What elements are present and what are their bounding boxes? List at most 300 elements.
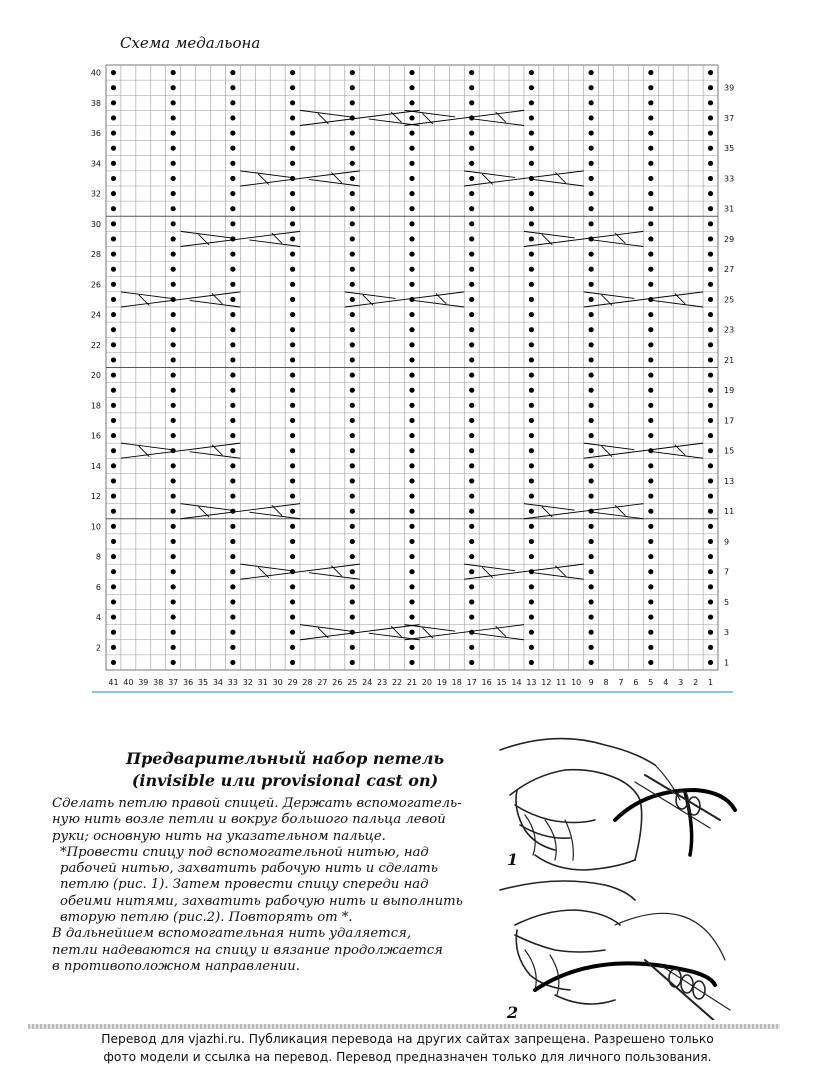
purl-dot bbox=[648, 630, 653, 635]
purl-dot bbox=[350, 312, 355, 317]
footer-divider bbox=[28, 1024, 780, 1029]
purl-dot bbox=[469, 327, 474, 332]
purl-dot bbox=[708, 645, 713, 650]
purl-dot bbox=[350, 146, 355, 151]
instruction-paragraph: *Провести спицу под вспомогательной нитью, над рабочей нитью, захватить рабочую нить и сделать петлю (рис. 1). Затем провести спицу спереди над обеими нитями, захватить рабочую нить и выполнить вторую петлю (рис.2). Повторять от *. bbox=[60, 844, 463, 926]
purl-dot bbox=[589, 327, 594, 332]
purl-dot bbox=[171, 524, 176, 529]
purl-dot bbox=[409, 327, 414, 332]
purl-dot bbox=[708, 569, 713, 574]
purl-dot bbox=[648, 418, 653, 423]
purl-dot bbox=[589, 191, 594, 196]
purl-dot bbox=[171, 509, 176, 514]
column-label: 16 bbox=[481, 678, 492, 687]
purl-dot bbox=[529, 388, 534, 393]
purl-dot bbox=[290, 614, 295, 619]
footer bbox=[0, 1030, 815, 1066]
footer-line-1: Перевод для vjazhi.ru. Публикация перевода на других сайтах запрещена. Разрешено только bbox=[101, 1032, 714, 1046]
purl-dot bbox=[589, 372, 594, 377]
purl-dot bbox=[648, 433, 653, 438]
purl-dot bbox=[529, 342, 534, 347]
purl-dot bbox=[529, 161, 534, 166]
purl-dot bbox=[469, 569, 474, 574]
purl-dot bbox=[409, 85, 414, 90]
purl-dot bbox=[171, 554, 176, 559]
purl-dot bbox=[648, 539, 653, 544]
purl-dot bbox=[589, 630, 594, 635]
purl-dot bbox=[409, 251, 414, 256]
purl-dot bbox=[469, 297, 474, 302]
purl-dot bbox=[469, 130, 474, 135]
purl-dot bbox=[230, 70, 235, 75]
purl-dot bbox=[230, 614, 235, 619]
row-label-left: 32 bbox=[90, 189, 101, 199]
purl-dot bbox=[111, 539, 116, 544]
purl-dot bbox=[708, 297, 713, 302]
purl-dot bbox=[111, 524, 116, 529]
purl-dot bbox=[171, 372, 176, 377]
column-label: 6 bbox=[633, 678, 639, 687]
purl-dot bbox=[529, 539, 534, 544]
purl-dot bbox=[589, 569, 594, 574]
column-label: 7 bbox=[618, 678, 624, 687]
purl-dot bbox=[589, 206, 594, 211]
purl-dot bbox=[230, 267, 235, 272]
row-label-right: 9 bbox=[724, 537, 730, 547]
purl-dot bbox=[648, 251, 653, 256]
purl-dot bbox=[409, 115, 414, 120]
purl-dot bbox=[230, 130, 235, 135]
purl-dot bbox=[469, 539, 474, 544]
purl-dot bbox=[589, 493, 594, 498]
purl-dot bbox=[529, 509, 534, 514]
purl-dot bbox=[589, 176, 594, 181]
purl-dot bbox=[409, 660, 414, 665]
purl-dot bbox=[469, 146, 474, 151]
purl-dot bbox=[350, 206, 355, 211]
purl-dot bbox=[290, 569, 295, 574]
purl-dot bbox=[409, 645, 414, 650]
purl-dot bbox=[409, 146, 414, 151]
purl-dot bbox=[529, 312, 534, 317]
purl-dot bbox=[290, 236, 295, 241]
row-label-right: 25 bbox=[724, 295, 735, 305]
column-label: 35 bbox=[197, 678, 209, 687]
purl-dot bbox=[171, 115, 176, 120]
purl-dot bbox=[230, 524, 235, 529]
purl-dot bbox=[708, 206, 713, 211]
purl-dot bbox=[111, 85, 116, 90]
purl-dot bbox=[230, 493, 235, 498]
purl-dot bbox=[171, 161, 176, 166]
purl-dot bbox=[111, 312, 116, 317]
purl-dot bbox=[648, 297, 653, 302]
column-label: 34 bbox=[212, 678, 224, 687]
purl-dot bbox=[230, 191, 235, 196]
purl-dot bbox=[529, 85, 534, 90]
purl-dot bbox=[171, 614, 176, 619]
purl-dot bbox=[589, 539, 594, 544]
purl-dot bbox=[409, 614, 414, 619]
purl-dot bbox=[350, 357, 355, 362]
purl-dot bbox=[708, 524, 713, 529]
column-label: 29 bbox=[287, 678, 298, 687]
purl-dot bbox=[409, 524, 414, 529]
purl-dot bbox=[409, 448, 414, 453]
instructions bbox=[52, 796, 497, 975]
row-label-left: 24 bbox=[90, 310, 101, 320]
hand-illustration-2 bbox=[500, 881, 730, 1020]
row-label-right: 7 bbox=[724, 567, 730, 577]
purl-dot bbox=[111, 236, 116, 241]
purl-dot bbox=[648, 493, 653, 498]
purl-dot bbox=[648, 327, 653, 332]
purl-dot bbox=[708, 433, 713, 438]
purl-dot bbox=[708, 463, 713, 468]
purl-dot bbox=[350, 236, 355, 241]
purl-dot bbox=[589, 645, 594, 650]
instruction-paragraph: Сделать петлю правой спицей. Держать вспомогатель- ную нить возле петли и вокруг большого пальца левой руки; основную нить на указательном пальце. bbox=[52, 796, 462, 844]
row-label-right: 33 bbox=[724, 174, 735, 184]
column-label: 28 bbox=[302, 678, 313, 687]
row-label-right: 19 bbox=[724, 386, 735, 396]
purl-dot bbox=[350, 388, 355, 393]
purl-dot bbox=[409, 584, 414, 589]
purl-dot bbox=[529, 524, 534, 529]
purl-dot bbox=[648, 146, 653, 151]
purl-dot bbox=[171, 403, 176, 408]
column-label: 31 bbox=[257, 678, 268, 687]
purl-dot bbox=[171, 630, 176, 635]
column-label: 19 bbox=[436, 678, 447, 687]
purl-dot bbox=[350, 584, 355, 589]
purl-dot bbox=[529, 357, 534, 362]
purl-dot bbox=[708, 312, 713, 317]
purl-dot bbox=[469, 100, 474, 105]
row-label-right: 13 bbox=[724, 476, 735, 486]
purl-dot bbox=[230, 206, 235, 211]
purl-dot bbox=[589, 342, 594, 347]
purl-dot bbox=[469, 463, 474, 468]
purl-dot bbox=[171, 221, 176, 226]
purl-dot bbox=[290, 297, 295, 302]
purl-dot bbox=[230, 388, 235, 393]
purl-dot bbox=[290, 130, 295, 135]
column-label: 41 bbox=[108, 678, 119, 687]
purl-dot bbox=[409, 509, 414, 514]
chart-title: Схема медальона bbox=[120, 34, 261, 52]
purl-dot bbox=[111, 418, 116, 423]
purl-dot bbox=[708, 146, 713, 151]
purl-dot bbox=[708, 342, 713, 347]
purl-dot bbox=[290, 267, 295, 272]
row-label-left: 2 bbox=[95, 643, 101, 653]
purl-dot bbox=[469, 236, 474, 241]
purl-dot bbox=[708, 115, 713, 120]
purl-dot bbox=[469, 645, 474, 650]
purl-dot bbox=[111, 161, 116, 166]
purl-dot bbox=[409, 176, 414, 181]
purl-dot bbox=[230, 236, 235, 241]
purl-dot bbox=[409, 282, 414, 287]
purl-dot bbox=[708, 130, 713, 135]
purl-dot bbox=[589, 388, 594, 393]
row-label-left: 8 bbox=[95, 552, 101, 562]
purl-dot bbox=[171, 539, 176, 544]
purl-dot bbox=[230, 115, 235, 120]
purl-dot bbox=[469, 630, 474, 635]
purl-dot bbox=[648, 342, 653, 347]
purl-dot bbox=[529, 251, 534, 256]
purl-dot bbox=[589, 584, 594, 589]
column-label: 8 bbox=[603, 678, 609, 687]
purl-dot bbox=[648, 115, 653, 120]
column-label: 39 bbox=[138, 678, 149, 687]
purl-dot bbox=[529, 327, 534, 332]
purl-dot bbox=[589, 463, 594, 468]
purl-dot bbox=[350, 478, 355, 483]
purl-dot bbox=[111, 554, 116, 559]
column-label: 33 bbox=[227, 678, 238, 687]
purl-dot bbox=[648, 448, 653, 453]
purl-dot bbox=[111, 463, 116, 468]
purl-dot bbox=[648, 161, 653, 166]
purl-dot bbox=[171, 100, 176, 105]
purl-dot bbox=[648, 660, 653, 665]
column-label: 20 bbox=[421, 678, 433, 687]
purl-dot bbox=[230, 569, 235, 574]
purl-dot bbox=[350, 267, 355, 272]
purl-dot bbox=[409, 478, 414, 483]
purl-dot bbox=[529, 282, 534, 287]
purl-dot bbox=[469, 403, 474, 408]
purl-dot bbox=[171, 645, 176, 650]
purl-dot bbox=[230, 509, 235, 514]
purl-dot bbox=[529, 146, 534, 151]
purl-dot bbox=[589, 554, 594, 559]
purl-dot bbox=[290, 433, 295, 438]
purl-dot bbox=[648, 176, 653, 181]
purl-dot bbox=[111, 191, 116, 196]
column-label: 22 bbox=[391, 678, 403, 687]
purl-dot bbox=[111, 206, 116, 211]
purl-dot bbox=[708, 70, 713, 75]
purl-dot bbox=[290, 584, 295, 589]
purl-dot bbox=[290, 115, 295, 120]
purl-dot bbox=[230, 403, 235, 408]
purl-dot bbox=[589, 161, 594, 166]
purl-dot bbox=[350, 448, 355, 453]
purl-dot bbox=[469, 614, 474, 619]
purl-dot bbox=[230, 645, 235, 650]
row-label-right: 23 bbox=[724, 325, 735, 335]
purl-dot bbox=[648, 372, 653, 377]
purl-dot bbox=[589, 221, 594, 226]
purl-dot bbox=[469, 342, 474, 347]
purl-dot bbox=[529, 463, 534, 468]
purl-dot bbox=[111, 388, 116, 393]
purl-dot bbox=[350, 660, 355, 665]
column-label: 36 bbox=[183, 678, 194, 687]
purl-dot bbox=[290, 599, 295, 604]
purl-dot bbox=[409, 100, 414, 105]
purl-dot bbox=[469, 418, 474, 423]
purl-dot bbox=[469, 161, 474, 166]
purl-dot bbox=[529, 599, 534, 604]
purl-dot bbox=[230, 312, 235, 317]
purl-dot bbox=[290, 100, 295, 105]
purl-dot bbox=[111, 70, 116, 75]
column-label: 9 bbox=[588, 678, 594, 687]
purl-dot bbox=[469, 509, 474, 514]
row-label-left: 28 bbox=[90, 250, 101, 260]
purl-dot bbox=[409, 206, 414, 211]
purl-dot bbox=[171, 176, 176, 181]
purl-dot bbox=[230, 85, 235, 90]
purl-dot bbox=[708, 599, 713, 604]
purl-dot bbox=[409, 342, 414, 347]
purl-dot bbox=[350, 433, 355, 438]
purl-dot bbox=[230, 357, 235, 362]
purl-dot bbox=[171, 433, 176, 438]
purl-dot bbox=[469, 267, 474, 272]
purl-dot bbox=[350, 85, 355, 90]
purl-dot bbox=[409, 554, 414, 559]
purl-dot bbox=[529, 584, 534, 589]
purl-dot bbox=[350, 539, 355, 544]
purl-dot bbox=[290, 463, 295, 468]
purl-dot bbox=[589, 236, 594, 241]
purl-dot bbox=[648, 645, 653, 650]
purl-dot bbox=[350, 297, 355, 302]
purl-dot bbox=[111, 448, 116, 453]
purl-dot bbox=[230, 539, 235, 544]
purl-dot bbox=[409, 267, 414, 272]
purl-dot bbox=[171, 85, 176, 90]
purl-dot bbox=[290, 312, 295, 317]
row-label-left: 34 bbox=[90, 159, 101, 169]
column-label: 30 bbox=[272, 678, 283, 687]
purl-dot bbox=[469, 70, 474, 75]
purl-dot bbox=[290, 418, 295, 423]
purl-dot bbox=[230, 251, 235, 256]
column-label: 14 bbox=[511, 678, 522, 687]
purl-dot bbox=[529, 70, 534, 75]
purl-dot bbox=[529, 493, 534, 498]
section-title-line-2: (invisible или provisional cast on) bbox=[131, 771, 439, 790]
purl-dot bbox=[111, 146, 116, 151]
purl-dot bbox=[290, 191, 295, 196]
purl-dot bbox=[409, 493, 414, 498]
purl-dot bbox=[529, 478, 534, 483]
purl-dot bbox=[111, 100, 116, 105]
purl-dot bbox=[589, 524, 594, 529]
purl-dot bbox=[708, 614, 713, 619]
purl-dot bbox=[529, 433, 534, 438]
purl-dot bbox=[171, 70, 176, 75]
purl-dot bbox=[469, 251, 474, 256]
purl-dot bbox=[111, 433, 116, 438]
purl-dot bbox=[409, 388, 414, 393]
purl-dot bbox=[171, 463, 176, 468]
purl-dot bbox=[589, 251, 594, 256]
purl-dot bbox=[409, 70, 414, 75]
column-label: 26 bbox=[332, 678, 343, 687]
purl-dot bbox=[409, 221, 414, 226]
purl-dot bbox=[111, 282, 116, 287]
purl-dot bbox=[589, 433, 594, 438]
purl-dot bbox=[648, 206, 653, 211]
purl-dot bbox=[708, 539, 713, 544]
purl-dot bbox=[708, 267, 713, 272]
purl-dot bbox=[230, 660, 235, 665]
purl-dot bbox=[171, 660, 176, 665]
row-label-left: 26 bbox=[90, 280, 101, 290]
purl-dot bbox=[708, 418, 713, 423]
purl-dot bbox=[350, 630, 355, 635]
column-label: 10 bbox=[571, 678, 582, 687]
purl-dot bbox=[350, 493, 355, 498]
row-label-left: 18 bbox=[90, 401, 101, 411]
purl-dot bbox=[350, 161, 355, 166]
purl-dot bbox=[708, 660, 713, 665]
purl-dot bbox=[290, 70, 295, 75]
purl-dot bbox=[708, 161, 713, 166]
purl-dot bbox=[111, 221, 116, 226]
purl-dot bbox=[469, 388, 474, 393]
purl-dot bbox=[469, 599, 474, 604]
purl-dot bbox=[350, 251, 355, 256]
purl-dot bbox=[111, 630, 116, 635]
purl-dot bbox=[648, 282, 653, 287]
purl-dot bbox=[708, 236, 713, 241]
purl-dot bbox=[648, 70, 653, 75]
purl-dot bbox=[529, 569, 534, 574]
hand-illustration-1 bbox=[500, 739, 735, 870]
purl-dot bbox=[230, 176, 235, 181]
row-label-right: 27 bbox=[724, 265, 735, 275]
purl-dot bbox=[469, 176, 474, 181]
purl-dot bbox=[290, 478, 295, 483]
row-label-left: 12 bbox=[90, 492, 101, 502]
column-label: 25 bbox=[347, 678, 358, 687]
purl-dot bbox=[350, 403, 355, 408]
purl-dot bbox=[350, 614, 355, 619]
purl-dot bbox=[230, 463, 235, 468]
purl-dot bbox=[111, 599, 116, 604]
purl-dot bbox=[648, 478, 653, 483]
purl-dot bbox=[171, 584, 176, 589]
purl-dot bbox=[409, 418, 414, 423]
purl-dot bbox=[111, 614, 116, 619]
purl-dot bbox=[171, 251, 176, 256]
purl-dot bbox=[350, 282, 355, 287]
purl-dot bbox=[290, 282, 295, 287]
column-label: 15 bbox=[496, 678, 507, 687]
purl-dot bbox=[171, 130, 176, 135]
purl-dot bbox=[648, 584, 653, 589]
purl-dot bbox=[708, 191, 713, 196]
purl-dot bbox=[111, 267, 116, 272]
purl-dot bbox=[290, 161, 295, 166]
purl-dot bbox=[350, 645, 355, 650]
row-label-left: 16 bbox=[90, 431, 101, 441]
purl-dot bbox=[469, 221, 474, 226]
purl-dot bbox=[589, 100, 594, 105]
purl-dot bbox=[230, 478, 235, 483]
purl-dot bbox=[529, 191, 534, 196]
purl-dot bbox=[230, 146, 235, 151]
